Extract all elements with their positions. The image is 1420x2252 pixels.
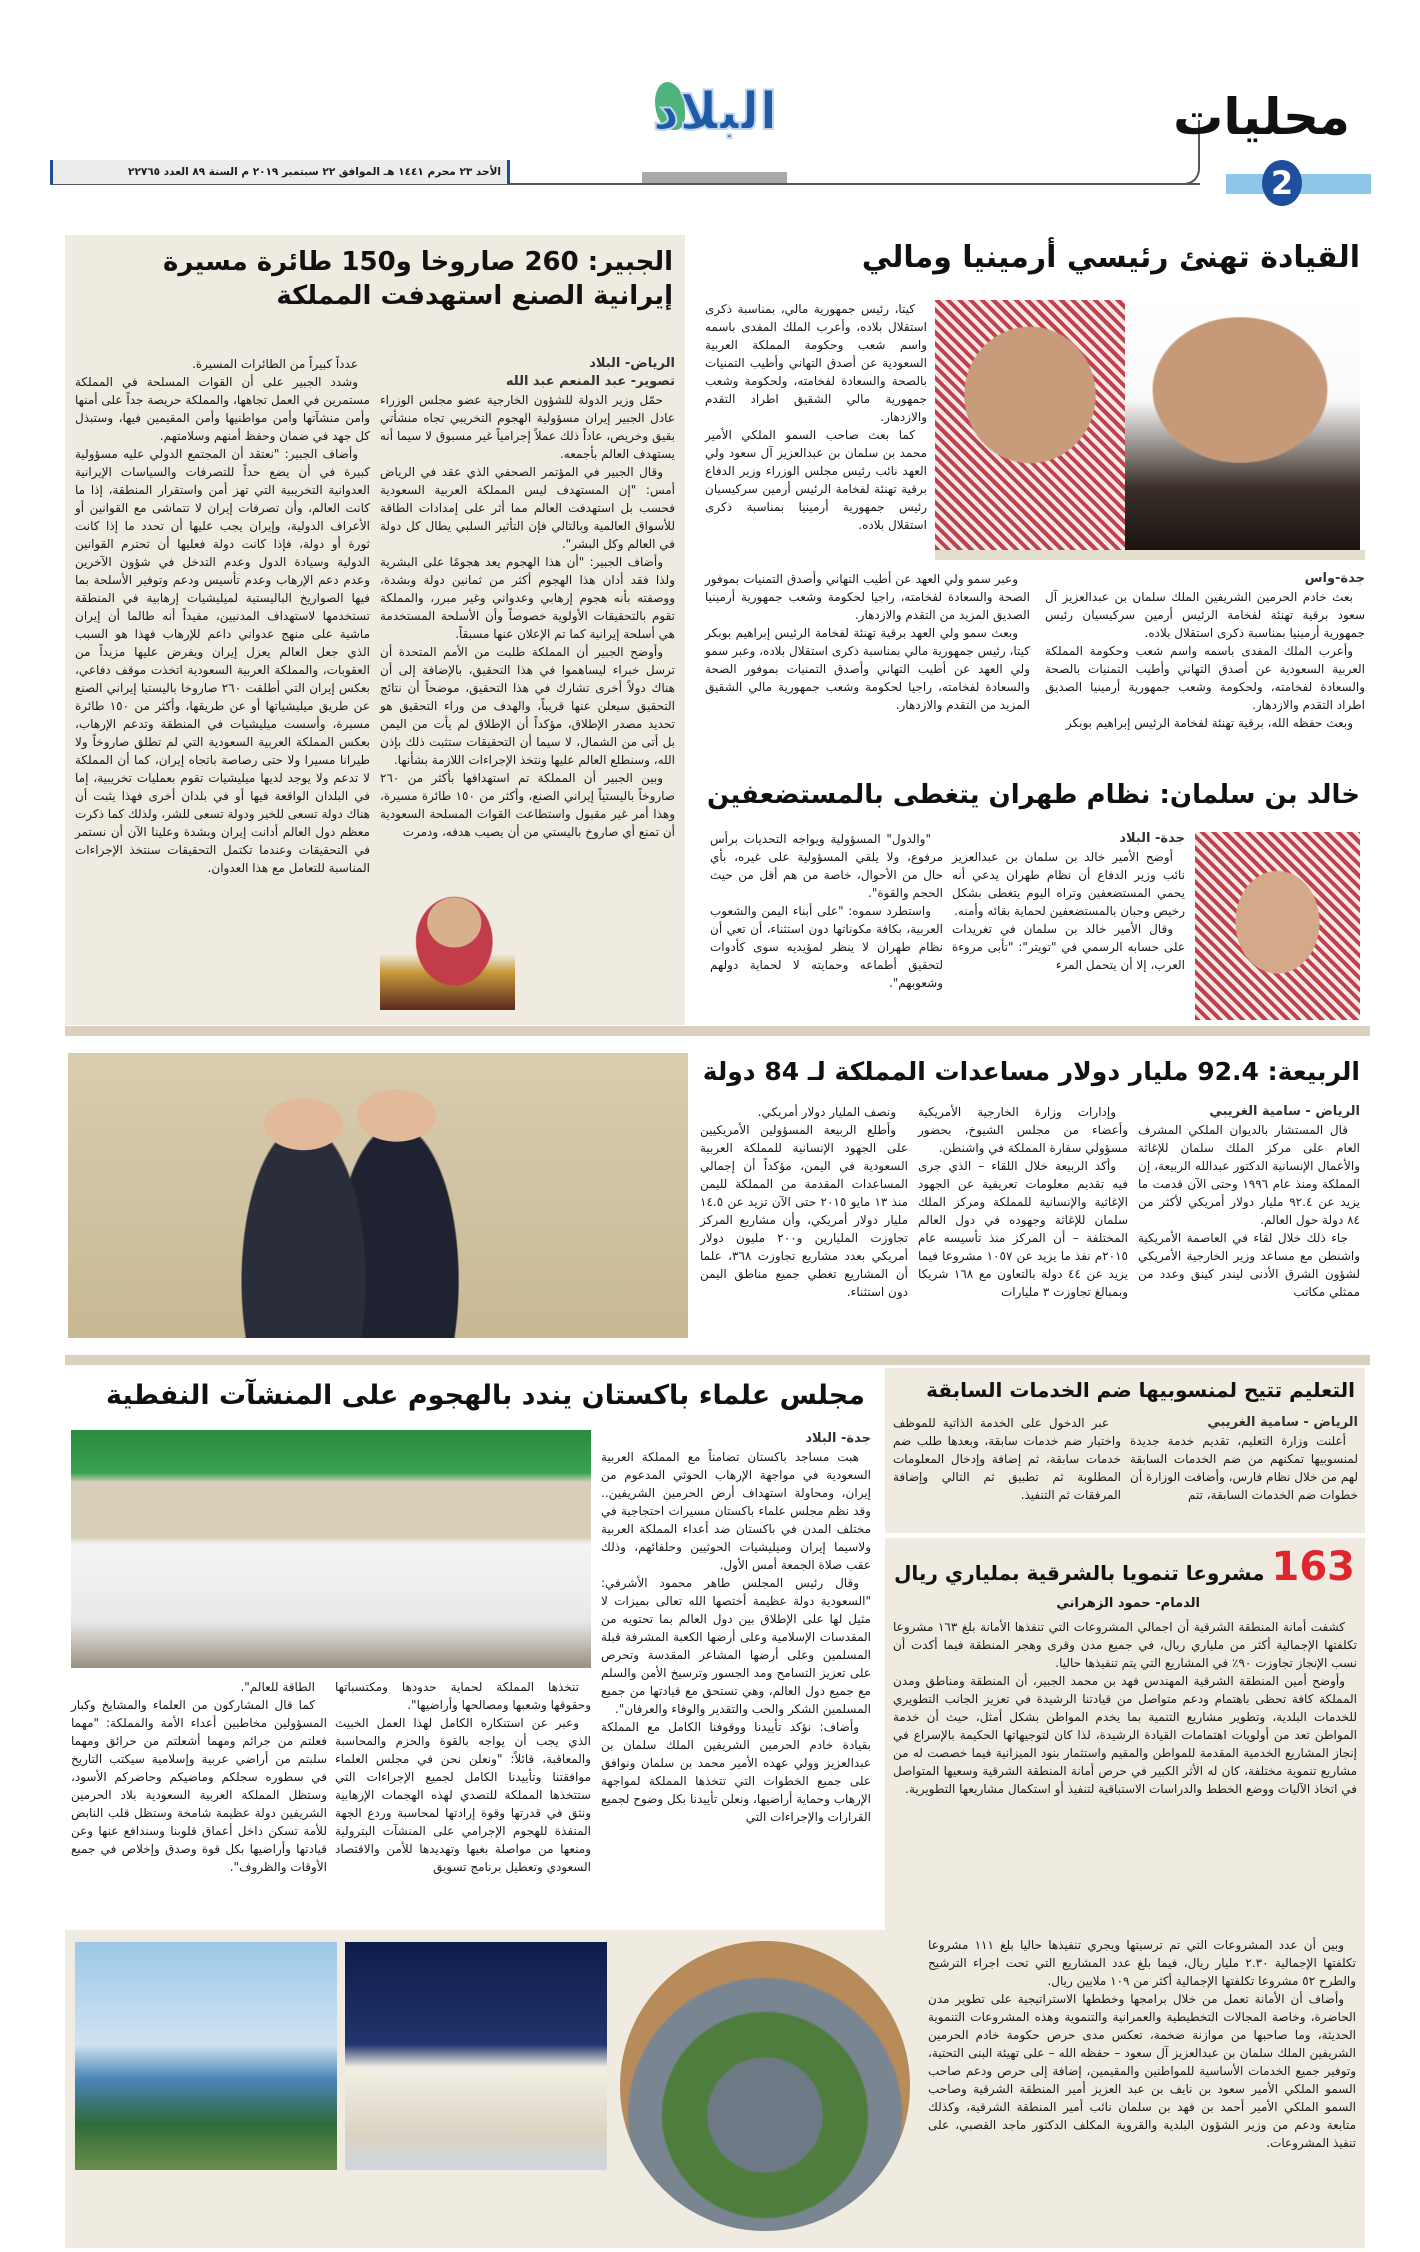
photo-jubeir-podium — [380, 885, 515, 1010]
photo-pakistan-rally — [71, 1430, 591, 1668]
paragraph: كما قال المشاركون من العلماء والمشايخ وكبار المسؤولين مخاطبين أعداء الأمة والمملكة: "مهما فعلتم من جرائم ومهما أشعلتم من حرائق ومهما سلبتم من أراضي عربية وإسلامية سيكتب التاريخ في سطوره سجلكم وماضيكم وحاضركم الأسود، وستظل المملكة العربية السعودية بلاد الحرمين الشريفين دولة عظيمة شامخة وستظل قلب النابض للأمة تسكن داخل أعماق قلوبنا وسندافع عنها وعن قيادتها وأراضيها بكل قوة وصدق وإخلاص في جميع الأوقات والظروف". — [71, 1698, 327, 1874]
paragraph: "والدول" المسؤولية ويواجه التحديات برأس مرفوع، ولا يلقي المسؤولية على غيره، بأي حال من الأحوال، خاصة من هم أقل من حيث الحجم والقوة". — [710, 832, 943, 900]
paragraph: أوضح الأمير خالد بن سلمان بن عبدالعزيز نائب وزير الدفاع أن نظام طهران يدعي أنه يحمي المستضعفين وتراه اليوم يتغطى بشكل رخيص وجبان بالمستضعفين لحماية بقائه وأمنه. — [952, 850, 1185, 918]
text-col-mid — [335, 1678, 591, 1876]
logo-underbar — [642, 172, 787, 183]
photo-waterfront-tower — [75, 1942, 337, 2170]
paragraph: ونصف المليار دولار أمريكي. — [757, 1105, 896, 1119]
text-col-right — [1045, 570, 1365, 732]
text-col-right — [1130, 1414, 1358, 1504]
paragraph: هبت مساجد باكستان تضامناً مع المملكة العربية السعودية في مواجهة الإرهاب الحوثي المدعوم من إيران، ومحاولة استهداف أرض الحرمين الشريفين.. وقد نظم مجلس علماء باكستان مسيرات احتجاجية في مختلف المدن في باكستان ضد أعداء المملكة العربية ولاسيما إيران وميليشيات الحوثيين وحلفائهم، وذلك عقب صلاة الجمعة أمس الأول. — [601, 1450, 871, 1572]
paragraph: تصوير- عبد المنعم عبد الله — [505, 374, 675, 389]
paragraph: وأوضح الجبير أن المملكة طلبت من الأمم المتحدة أن ترسل خبراء ليساهموا في هذا التحقيق، بالإضافة إلى أن هناك دولاً أخرى تشارك في هذا التحقيق، موضحاً أن نتائج التحقيق سيعلن عنها قريباً، والهدف من وراء التحقيق هو تحديد مصدر الإطلاق، مؤكداً أن الإطلاق لم يأت من اليمن بل أتى من الشمال، لا سيما أن التحقيقات ستثبت ذلك بإذن الله، وسنطلع العالم عليها ونتخذ الإجراءات اللازمة بشأنها. — [380, 645, 675, 767]
headline: التعليم تتيح لمنسوبيها ضم الخدمات السابقة — [926, 1378, 1355, 1402]
photo-crown-prince — [935, 300, 1125, 550]
page-number-badge — [1262, 160, 1302, 206]
paragraph: جدة- البلاد — [1119, 831, 1185, 846]
paragraph: وأضاف الجبير: "نعتقد أن المجتمع الدولي عليه مسؤولية كبيرة في أن يضع حداً للتصرفات والسياسات الإيرانية العدوانية التخريبية التي تهز أمن واستقرار المنطقة، إذا ما كانت العالم، وأن تصرفات إيران لا تتماشى مع القوانين أو الأعراف الدولية، وإيران يجب عليها أن تحدد ما إذا كانت ثورة أو دولة، فإذا كانت دولة فعليها أن تحترم القوانين الدولية وسيادة الدول وعدم التدخل في شؤون الآخرين وعدم دعم الإرهاب وعدم تأسيس ودعم وتوفير الأسلحة بما فيها الصواريخ الباليستية لميليشيات إرهابية في المنطقة تستخدمها لاستهداف المدنيين، مفيداً أنه طالما أن إيران ماشية على منهج عدواني داعم للإرهاب فهذا هو السبب الذي جعل العالم يعزل إيران ويفرض عليها مزيداً من العقوبات، والمملكة العربية السعودية اتخذت موقف دفاعي، بعكس إيران التي أطلقت ٢٦٠ صاروخا باليستيا إيراني الصنع عن طريق ميليشياتها أو عن طريقها، وأكثر من ١٥٠ طائرة مسيرة، وأسست ميليشيات في المنطقة وتدعم الإرهاب، بعكس المملكة العربية السعودية التي لم تطلق صاروخاً ولا طيرانا مسيرا ولا حتى رصاصة باتجاه إيران، كما أن المملكة لا تدعم ولا يوجد لديها ميليشيات تقوم بعمليات تخريبية، إما في البلدان الواقعة فيها أو في بلدان أخرى فهذا يثبت أن هناك دولة تسعى للخير ودولة تسعى للشر، ولذلك كما ذكرت معظم دول العالم أدانت إيران وبشدة وعلينا الآن أن نستمر في التحقيقات وعندما تكتمل التحقيقات سنتخذ الإجراءات المناسبة للتعامل مع هذا العدوان. — [75, 447, 370, 875]
headline-line-1: الجبير: 260 صاروخا و150 طائرة مسيرة إيرانية — [163, 247, 673, 311]
article-rabiah — [65, 1045, 1370, 1345]
paragraph: عبر الدخول على الخدمة الذاتية للموظف واختيار ضم خدمات سابقة، وبعدها طلب ضم خدمات سابقة، ثم إضافة وإدخال المعلومات المطلوبة ثم تطبيق ثم التالي وإضافة المرفقات ثم التنفيذ. — [893, 1416, 1121, 1502]
headline: الربيعة: 92.4 مليار دولار مساعدات المملكة لـ 84 دولة — [702, 1057, 1360, 1086]
photo-ledge — [935, 550, 1365, 560]
article-jubeir — [65, 235, 685, 1025]
text-col-right — [601, 1430, 871, 1826]
text-col-left — [710, 830, 943, 992]
paragraph: وأطلع الربيعة المسؤولين الأمريكيين على الجهود الإنسانية للمملكة العربية السعودية في اليمن، مؤكداً أن إجمالي المساعدات المقدمة من المملكة لليمن منذ ١٣ مايو ٢٠١٥ حتى الآن تزيد عن ١٤.٥ مليار دولار أمريكي، وأن مشاريع المركز تجاوزت المليارين و٢٠٠ مليون دولار أمريكي بعدد مشاريع تجاوزت ٣٦٨، علما أن المشاريع تغطي جميع مناطق اليمن دون استثناء. — [700, 1123, 908, 1299]
paragraph: وأعرب الملك المفدى باسمه واسم شعب وحكومة المملكة العربية السعودية عن أصدق التهاني وأطيب التمنيات بالصحة والسعادة لفخامته، ولحكومة وشعب جمهورية أرمينيا الصديق اطراد التقدم والازدهار. — [1045, 644, 1365, 712]
paragraph: تتخذها المملكة لحماية حدودها ومكتسباتها وحقوقها وشعبها ومصالحها وأراضيها". — [335, 1680, 591, 1712]
paragraph: قال المستشار بالديوان الملكي المشرف العام على مركز الملك سلمان للإغاثة والأعمال الإنسانية الدكتور عبدالله الربيعة، إن المملكة ومنذ عام ١٩٩٦ وحتى الآن قدمت ما يزيد عن ٩٢.٤ مليار دولار أمريكي لأكثر من ٨٤ دولة حول العالم. — [1138, 1123, 1360, 1227]
section-divider — [65, 1026, 1370, 1036]
text-col-left — [75, 355, 370, 877]
paragraph: جاء ذلك خلال لقاء في العاصمة الأمريكية واشنطن مع مساعد وزير الخارجية الأمريكي لشؤون الشرق الأدنى ليندر كينق وعدد من ممثلي مكاتب — [1138, 1231, 1360, 1299]
headline: القيادة تهنئ رئيسي أرمينيا ومالي — [861, 240, 1360, 275]
byline: الدمام- حمود الزهراني — [1056, 1596, 1200, 1611]
dateline: الأحد ٢٣ محرم ١٤٤١ هـ الموافق ٢٢ سبتمبر ٢٠١٩ م السنة ٨٩ العدد ٢٢٧٦٥ — [128, 166, 501, 178]
paragraph: وعبر سمو ولي العهد عن أطيب التهاني وأصدق التمنيات بموفور الصحة والسعادة لفخامته، راجيا لحكومة وشعب جمهورية أرمينيا الصديق المزيد من التقدم والازدهار. — [705, 572, 1030, 622]
headline: مجلس علماء باكستان يندد بالهجوم على المنشآت النفطية — [106, 1380, 865, 1411]
article-khalid — [700, 772, 1370, 1022]
headline — [77, 245, 673, 313]
text-col-left — [71, 1678, 327, 1876]
paragraph: الطاقة للعالم". — [240, 1680, 315, 1694]
paragraph: وبين أن عدد المشروعات التي تم ترسيتها ويجري تنفيذها حاليا بلغ ١١١ مشروعا تكلفتها الإجمالية ٢.٣٠ مليار ريال، فيما بلغ عدد المشاريع التي تحت اجراء الترشيح والطرح ٥٢ مشروعا تكلفتها الإجمالية أكثر من ١٠٩ ملايين ريال. — [928, 1938, 1357, 1988]
text-wide — [893, 1618, 1357, 1798]
photo-road-interchange — [615, 1936, 915, 2236]
paragraph: عدداً كبيراً من الطائرات المسيرة. — [192, 357, 358, 371]
paragraph: جدة-واس — [1304, 571, 1365, 586]
paragraph: أعلنت وزارة التعليم، تقديم خدمة جديدة لمنسوبيها تمكنهم من ضم الخدمات السابقة لهم من خلال نظام فارس، وأضافت الوزارة أن خطوات ضم الخدمات السابقة، تتم — [1130, 1434, 1358, 1502]
article-pakistan — [65, 1368, 875, 1918]
paragraph: الرياض- البلاد — [589, 356, 675, 371]
masthead — [0, 0, 1420, 210]
paragraph: وقال الجبير في المؤتمر الصحفي الذي عقد في الرياض أمس: "إن المستهدف ليس المملكة العربية السعودية فحسب بل استهدفت العالم مما أثر على إمدادات الطاقة للأسواق العالمية وبالتالي فإن التأثير السلبي يطال كل دولة في العالم وكل البشر". — [380, 465, 675, 551]
article-education — [885, 1368, 1365, 1533]
paragraph: وأضاف: نؤكد تأييدنا ووقوفنا الكامل مع المملكة بقيادة خادم الحرمين الشريفين الملك سلمان بن عبدالعزيز وولي عهده الأمير محمد بن سلمان ونوافق على جميع الخطوات التي تتخذها المملكة لمواجهة الإرهاب وحماية أراضيها، ونعلن تأييدنا بكل وضوح لجميع القرارات والإجراءات التي — [601, 1720, 871, 1824]
headline-text: مشروعا تنمويا بالشرقية بملياري ريال — [894, 1561, 1265, 1585]
paragraph: كيتا، رئيس جمهورية مالي، بمناسبة ذكرى استقلال بلاده، وأعرب الملك المفدى باسمه واسم شعب وحكومة المملكة العربية السعودية عن أصدق التهاني وأطيب التمنيات بالصحة والسعادة لفخامته، ولحكومة وشعب جمهورية مالي الشقيق اطراد التقدم والازدهار. — [705, 302, 927, 424]
text-col-3 — [700, 1103, 908, 1301]
photo-prince-khalid — [1195, 832, 1360, 1020]
paragraph: وبعث حفظه الله، برقية تهنئة لفخامة الرئيس إبراهيم بوبكر — [1065, 716, 1353, 730]
photo-meeting — [68, 1053, 688, 1338]
paragraph: وشدد الجبير على أن القوات المسلحة في المملكة مستمرين في العمل تجاهها، والمملكة حريصة جداً على أمنها وأمن منشآتها وأمن مواطنيها وأمن المقيمين فيها، وستبذل كل جهد في ضمان وحفظ أمنهم وسلامتهم. — [75, 375, 370, 443]
text-col-1 — [1138, 1103, 1360, 1301]
text-col-2 — [918, 1103, 1128, 1301]
logo — [620, 82, 810, 162]
article-leadership-congrats — [700, 230, 1370, 765]
paragraph: كشفت أمانة المنطقة الشرقية أن اجمالي المشروعات التي تنفذها الأمانة بلغ ١٦٣ مشروعا تكلفتها الإجمالية أكثر من ملياري ريال، في جميع مدن وقرى وهجر المنطقة فيما أكدت أن نسب الإنجاز تجاوزت ٩٠٪ في المشاريع التي يتم تنفيذها حاليا. — [893, 1620, 1357, 1670]
paragraph: الرياض - سامية الغريبي — [1209, 1104, 1360, 1119]
paragraph: وأضاف الجبير: "أن هذا الهجوم يعد هجومًا على البشرية ولذا فقد أدان هذا الهجوم أكثر من ثمانين دولة وبشدة، ووصفته بأنه هجوم إرهابي وعدواني وغير مبرر، والمملكة تقوم بالتحقيقات الأولوية خصوصاً وأن الأسلحة المستخدمة هي أسلحة إيرانية كما تم الإعلان عنها مسبقاً. — [380, 555, 675, 641]
text-col-right — [380, 355, 675, 1015]
paragraph: وقال الأمير خالد بن سلمان في تغريدات على حسابه الرسمي في "تويتر": "تأبى مروءة العرب، إلا أن يتحمل المرء — [952, 922, 1185, 972]
logo-text: البلاد — [652, 82, 778, 142]
section-title: محليات — [1173, 88, 1350, 146]
paragraph: وإدارات وزارة الخارجية الأمريكية وأعضاء من مجلس الشيوخ، بحضور مسؤولي سفارة المملكة في واشنطن. — [918, 1105, 1128, 1155]
paragraph: وبين الجبير أن المملكة تم استهدافها بأكثر من ٢٦٠ صاروخاً باليستياً إيراني الصنع، وأكثر من ١٥٠ طائرة مسيرة، وهذا أمر غير مقبول واستطاعت القوات المسلحة السعودية أن تمنع أي صاروخ باليستي من أن يصيب هدفه، ودمرت — [380, 771, 675, 839]
paragraph: واستطرد سموه: "على أبناء اليمن والشعوب العربية، بكافة مكوناتها دون استثناء، أن تعي أن نظام طهران لا ينظر لمؤيديه سوى كأدوات لتحقيق أطماعه وحمايته لا لحماية دولهم وشعوبهم". — [710, 904, 943, 990]
paragraph: وأوضح أمين المنطقة الشرقية المهندس فهد بن محمد الجبير، أن المنطقة ومناطق ومدن المملكة كافة تحظى باهتمام ودعم متواصل من قيادتنا الرشيدة في تعزيز الجانب التطويري للخدمات البلدية، وتطوير مشاريع التنمية بما يخدم المواطن بشكل أمثل، حيث أن خدمة المواطن تعد من أولويات اهتمامات القيادة الرشيدة، لذا كان لتوجيهاتها الحكيمة بالإسراع في إنجاز المشاريع الخدمية المقدمة للمواطن والمقيم واستثمار بنود الميزانية فيما خصصت له من مشاريع تنموية مختلفة، كان له الأثر الكبير في حرص أمانة المنطقة الشرقية وسعيها المتواصل في اتخاذ الآليات ووضع الخطط والدراسات الاستباقية لتنفيذ أو استكمال مشاريعها التطويرية. — [893, 1674, 1357, 1796]
photo-stadium — [345, 1942, 607, 2170]
section-divider — [65, 1355, 1370, 1365]
text-side — [705, 300, 927, 534]
paragraph: وأكد الربيعة خلال اللقاء – الذي جرى فيه تقديم معلومات تعريفية عن الجهود الإغاثية والإنسانية للمملكة ومركز الملك سلمان للإغاثة وجهوده في دول العالم المختلفة – أن المركز منذ تأسيسه عام ٢٠١٥م نفذ ما يزيد عن ١٠٥٧ مشروعا فيما يزيد عن ٤٤ دولة بالتعاون مع ١٦٨ شريكا وبمبالغ تجاوزت ٣ مليارات — [918, 1159, 1128, 1299]
headline: خالد بن سلمان: نظام طهران يتغطى بالمستضعفين — [706, 780, 1360, 810]
paragraph: وعبر عن استنكاره الكامل لهذا العمل الخبيث الذي يجب أن يواجه بالقوة والحزم والمحاسبة والمعاقبة، قائلاً: "ونعلن نحن في مجلس العلماء موافقتنا وتأييدنا الكامل لجميع الإجراءات التي ستتخذها المملكة للتصدي لهذه الهجمات الإرهابية ونثق في قدرتها وقوة إرادتها لمحاسبة وردع الجهة المنفذة للهجوم الإجرامي على المنشآت البترولية ومنعها من مواصلة بغيها وتهديدها للأمن والاقتصاد السعودي وتعطيل برنامج تسويق — [335, 1716, 591, 1874]
paragraph: وبعث سمو ولي العهد برقية تهنئة لفخامة الرئيس إبراهيم بوبكر كيتا، رئيس جمهورية مالي بمناسبة ذكرى استقلال بلاده، وعبر سمو ولي العهد عن أطيب التهاني وأصدق التمنيات بموفور الصحة والسعادة لفخامته، راجيا لحكومة وشعب جمهورية مالي الشقيق المزيد من التقدم والازدهار. — [705, 626, 1030, 712]
photo-king-salman — [1120, 300, 1360, 550]
headline-number: 163 — [1271, 1544, 1355, 1590]
headline — [894, 1540, 1355, 1600]
text-col-left — [893, 1414, 1121, 1504]
text-col-left — [705, 570, 1030, 714]
headline-line-2: الصنع استهدفت المملكة — [276, 281, 585, 311]
paragraph: جدة- البلاد — [805, 1431, 871, 1446]
paragraph: بعث خادم الحرمين الشريفين الملك سلمان بن عبدالعزيز آل سعود برقية تهنئة لفخامة الرئيس أرمين سركيسيان رئيس جمهورية أرمينيا بمناسبة ذكرى استقلال بلاده. — [1045, 590, 1365, 640]
text-col-right — [952, 830, 1185, 974]
paragraph: وقال رئيس المجلس طاهر محمود الأشرفي: "السعودية دولة عظيمة أختصها الله تعالى بميزات لا مثيل لها على الإطلاق بين دول العالم بما تحتويه من المقدسات الإسلامية وعلى أرضها الكعبة المشرفة قبلة المسلمين وعلى أرضها المشاعر المقدسة وتحرص على تعزيز التسامح ومد الجسور وترسيخ الأمن والسلم مع جميع دول العالم، وهي تستحق مع قيادتها من جميع المسلمين الشكر والحب والتقدير والوفاء والعرفان". — [601, 1576, 871, 1716]
paragraph: وأضاف أن الأمانة تعمل من خلال برامجها وخططها الاستراتيجية على تطوير مدن الحاضرة، وخاصة المجالات التخطيطية والعمرانية والتنموية وهذه المشروعات التنموية الحديثة، وما صاحبها من موازنة ضخمة، تعكس مدى حرص حكومة خادم الحرمين الشريفين الملك سلمان بن عبدالعزيز آل سعود – حفظه الله – على تهيئة البنى التحتية، وتوفير جميع الخدمات الأساسية للمواطنين والمقيمين، إضافة إلى حرص ودعم صاحب السمو الملكي الأمير سعود بن نايف بن عبد العزيز أمير المنطقة الشرقية وصاحب السمو الملكي الأمير أحمد بن فهد بن سلمان نائب أمير المنطقة الشرقية، وكذلك متابعة ودعم من وزير الشؤون البلدية والقروية المكلف الدكتور ماجد القصبي، على تنفيذ المشروعات. — [928, 1992, 1356, 2150]
page-number: 2 — [1270, 164, 1294, 202]
dateline-box — [50, 160, 510, 184]
paragraph: حمّل وزير الدولة للشؤون الخارجية عضو مجلس الوزراء عادل الجبير إيران مسؤولية الهجوم التخريبي تجاه منشأتي بقيق وخريص، عاداً ذلك عملاً إجرامياً غير مسبوق لا سيما أنه يستهدف العالم بأجمعه. — [380, 393, 675, 461]
text-narrow — [928, 1936, 1356, 2152]
paragraph: الرياض - سامية الغريبي — [1207, 1415, 1358, 1430]
paragraph: كما بعث صاحب السمو الملكي الأمير محمد بن سلمان بن عبدالعزيز آل سعود ولي العهد نائب رئيس مجلس الوزراء وزير الدفاع برقية تهنئة لفخامة الرئيس أرمين سركيسيان رئيس جمهورية أرمينيا بمناسبة ذكرى استقلال بلاده. — [705, 428, 927, 532]
